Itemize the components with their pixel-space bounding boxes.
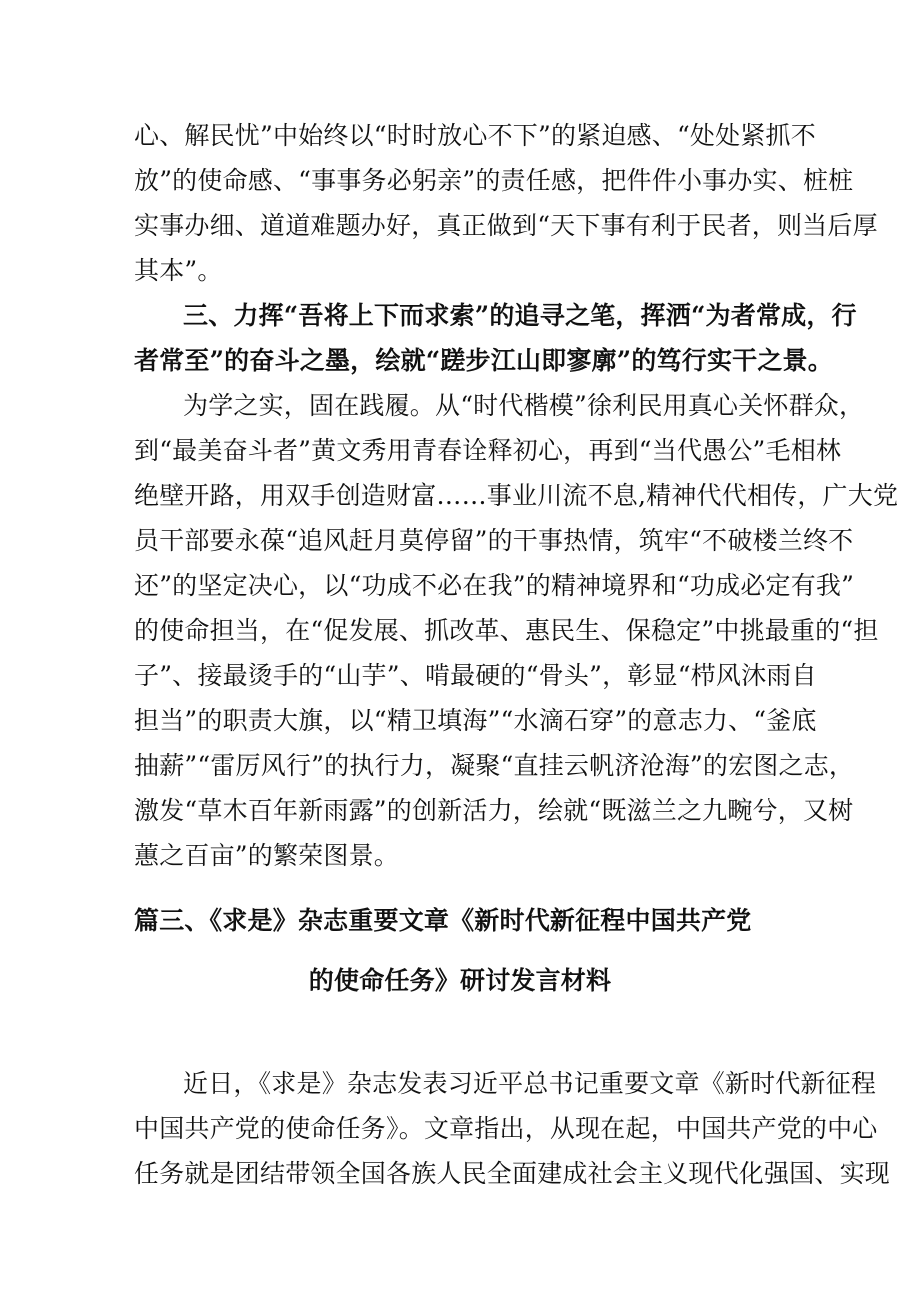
title-line-2: 的使命任务》研讨发言材料 (308, 966, 612, 995)
text-line: 员干部要永葆“追风赶月莫停留”的干事热情，筑牢“不破楼兰终不 (134, 526, 854, 555)
text-line: 近日，《求是》杂志发表习近平总书记重要文章《新时代新征程 (183, 1069, 877, 1098)
text-line: 蕙之百亩”的繁荣图景。 (134, 841, 399, 870)
heading-line: 者常至”的奋斗之墨，绘就“蹉步江山即寥廓”的笃行实干之景。 (134, 346, 833, 375)
text-line: 心、解民忧”中始终以“时时放心不下”的紧迫感、“处处紧抓不 (134, 121, 816, 150)
text-line: 放”的使命感、“事事务必躬亲”的责任感，把件件小事办实、桩桩 (134, 166, 854, 195)
text-line: 任务就是团结带领全国各族人民全面建成社会主义现代化强国、实现 (134, 1159, 891, 1188)
text-line: 抽薪”“雷厉风行”的执行力，凝聚“直挂云帆济沧海”的宏图之志， (134, 751, 855, 780)
text-line: 为学之实，固在践履。从“时代楷模”徐利民用真心关怀群众， (183, 391, 865, 420)
text-line: 中国共产党的使命任务》。文章指出，从现在起，中国共产党的中心 (134, 1114, 878, 1143)
heading-line: 三、力挥“吾将上下而求索”的追寻之笔，挥洒“为者常成，行 (183, 301, 857, 330)
text-line: 还”的坚定决心，以“功成不必在我”的精神境界和“功成必定有我” (134, 571, 855, 600)
text-line: 到“最美奋斗者”黄文秀用青春诠释初心，再到“当代愚公”毛相林 (134, 436, 842, 465)
title-line-1: 篇三、《求是》杂志重要文章《新时代新征程中国共产党 (134, 906, 752, 935)
text-line: 其本”。 (134, 256, 223, 285)
text-line: 激发“草木百年新雨露”的创新活力，绘就“既滋兰之九畹兮，又树 (134, 796, 854, 825)
text-line: 担当”的职责大旗，以“精卫填海”“水滴石穿”的意志力、“釜底 (134, 706, 817, 735)
text-line: 的使命担当，在“促发展、抓改革、惠民生、保稳定”中挑最重的“担 (134, 616, 879, 645)
text-line: 子”、接最烫手的“山芋”、啃最硬的“骨头”，彰显“栉风沐雨自 (134, 661, 817, 690)
text-line: 实事办细、道道难题办好，真正做到“天下事有利于民者，则当后厚 (134, 211, 878, 240)
text-line: 绝壁开路，用双手创造财富……事业川流不息,精神代代相传，广大党 (134, 481, 899, 510)
